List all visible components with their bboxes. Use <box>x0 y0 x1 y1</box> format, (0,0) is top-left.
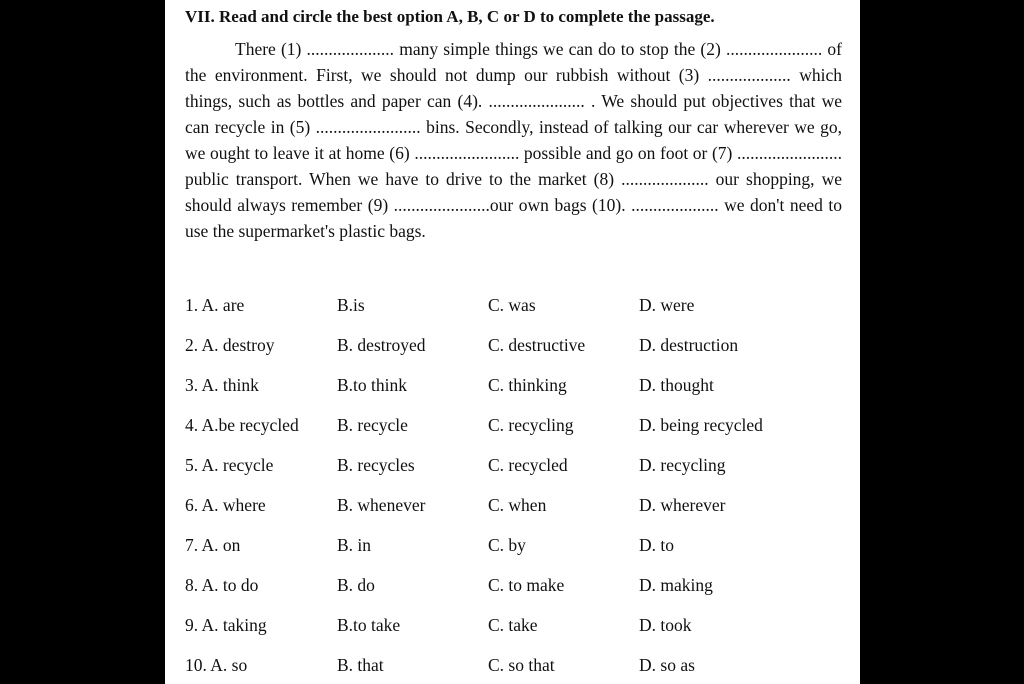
option-d[interactable]: D. recycling <box>639 455 726 475</box>
option-a[interactable]: 5. A. recycle <box>185 455 274 475</box>
option-c[interactable]: C. take <box>488 615 538 635</box>
exercise-content <box>185 6 842 244</box>
question-row-1 <box>185 285 842 325</box>
option-c[interactable]: C. when <box>488 495 547 515</box>
option-b[interactable]: B.to think <box>337 375 408 395</box>
question-row-4 <box>185 405 842 445</box>
option-c[interactable]: C. to make <box>488 575 565 595</box>
option-c[interactable]: C. thinking <box>488 375 567 395</box>
question-row-10 <box>185 645 842 684</box>
option-c[interactable]: C. recycled <box>488 455 568 475</box>
option-c[interactable]: C. destructive <box>488 335 586 355</box>
option-a[interactable]: 6. A. where <box>185 495 266 515</box>
option-d[interactable]: D. so as <box>639 655 695 675</box>
option-a[interactable]: 10. A. so <box>185 655 248 675</box>
option-c[interactable]: C. by <box>488 535 526 555</box>
question-row-8 <box>185 565 842 605</box>
exercise-heading: VII. Read and circle the best option A, B, C or D to complete the passage. <box>185 7 715 26</box>
option-d[interactable]: D. were <box>639 295 695 315</box>
option-b[interactable]: B.is <box>337 295 365 315</box>
question-row-6 <box>185 485 842 525</box>
option-c[interactable]: C. so that <box>488 655 555 675</box>
option-d[interactable]: D. being recycled <box>639 415 763 435</box>
option-d[interactable]: D. making <box>639 575 713 595</box>
worksheet-page <box>165 0 860 684</box>
option-a[interactable]: 4. A.be recycled <box>185 415 299 435</box>
options-list <box>185 285 842 684</box>
question-row-7 <box>185 525 842 565</box>
option-d[interactable]: D. thought <box>639 375 714 395</box>
option-b[interactable]: B. do <box>337 575 375 595</box>
option-a[interactable]: 2. A. destroy <box>185 335 275 355</box>
option-b[interactable]: B.to take <box>337 615 401 635</box>
option-a[interactable]: 9. A. taking <box>185 615 267 635</box>
option-b[interactable]: B. destroyed <box>337 335 426 355</box>
option-d[interactable]: D. wherever <box>639 495 726 515</box>
option-d[interactable]: D. took <box>639 615 692 635</box>
question-row-5 <box>185 445 842 485</box>
option-b[interactable]: B. whenever <box>337 495 426 515</box>
option-b[interactable]: B. in <box>337 535 372 555</box>
cloze-passage: There (1) .................... many simple things we can do to stop the (2) ...................... of the environment. First, we should not dump our rubbish without (3) ................... which things, such as bottles and paper can (4). ...................... . We should put objectives that we can recycle in (5) ........................ bins. Secondly, instead of talking our car wherever we go, we ought to leave it at home (6) ........................ possible and go on foot or (7) ........................ public transport. When we have to drive to the market (8) .................... our shopping, we should always remember (9) ......................our own bags (10). .................... we don't need to use the supermarket's plastic bags. <box>185 39 842 241</box>
option-a[interactable]: 3. A. think <box>185 375 259 395</box>
option-c[interactable]: C. recycling <box>488 415 574 435</box>
question-row-3 <box>185 365 842 405</box>
option-b[interactable]: B. that <box>337 655 384 675</box>
option-d[interactable]: D. to <box>639 535 674 555</box>
option-d[interactable]: D. destruction <box>639 335 739 355</box>
option-a[interactable]: 8. A. to do <box>185 575 259 595</box>
option-b[interactable]: B. recycle <box>337 415 408 435</box>
option-a[interactable]: 7. A. on <box>185 535 241 555</box>
option-b[interactable]: B. recycles <box>337 455 415 475</box>
question-row-9 <box>185 605 842 645</box>
option-c[interactable]: C. was <box>488 295 536 315</box>
option-a[interactable]: 1. A. are <box>185 295 245 315</box>
question-row-2 <box>185 325 842 365</box>
